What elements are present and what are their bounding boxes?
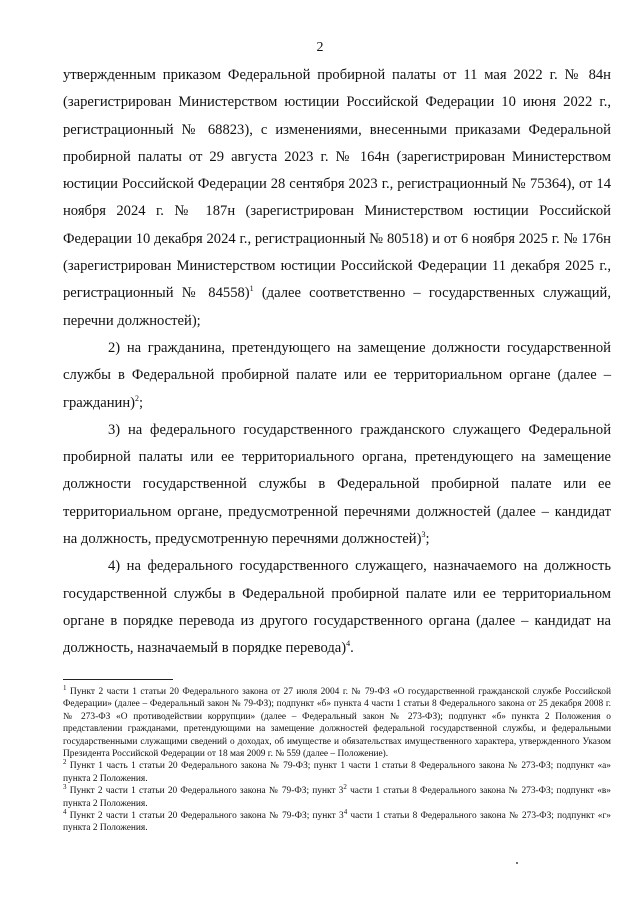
footnote-3-inner-mark: 2 <box>343 783 347 792</box>
paragraph-4 <box>63 553 611 662</box>
footnote-3-text-a: Пункт 2 части 1 статьи 20 Федерального закона № 79-ФЗ; пункт 3 <box>66 786 344 797</box>
footnote-2 <box>63 760 611 785</box>
paragraph-1-continuation <box>63 62 611 335</box>
footnote-3 <box>63 785 611 810</box>
paragraph-3-text-after: ; <box>425 531 430 548</box>
footnote-ref-4[interactable]: 4 <box>346 639 351 649</box>
footnote-1 <box>63 683 611 760</box>
footnote-3-mark: 3 <box>63 783 67 792</box>
paragraph-4-text: 4) на федерального государственного служащего, назначаемого на должность государственной службы в Федеральной пробирной палате или ее территориальном органе в порядке перевода из другого государственного органа (далее – кандидат на должность, назначаемый в порядке перевода) <box>63 558 611 657</box>
footnote-2-text: Пункт 1 часть 1 статьи 20 Федерального закона № 79-ФЗ; пункт 1 части 1 статьи 8 Федерального закона № 273-ФЗ; подпункт «а» пункта 2 Положения. <box>63 761 611 784</box>
paragraph-2 <box>63 335 611 417</box>
footnote-4-mark: 4 <box>63 807 67 816</box>
paragraph-3 <box>63 417 611 553</box>
footnote-ref-1[interactable]: 1 <box>249 284 254 294</box>
footnote-ref-2[interactable]: 2 <box>135 393 140 403</box>
paragraph-1-text-after: (далее соответственно – государственных служащий, перечни должностей); <box>63 285 611 329</box>
footnote-4-text-b: части 1 статьи 8 Федерального закона № 273-ФЗ; подпункт «г» пункта 2 Положения. <box>63 811 611 834</box>
footnote-4 <box>63 807 611 835</box>
paragraph-4-text-after: . <box>350 640 354 657</box>
paragraph-2-text: 2) на гражданина, претендующего на замещение должности государственной службы в Федеральной пробирной палате или ее территориальном органе (далее – гражданин) <box>63 339 611 411</box>
paragraph-3-text: 3) на федерального государственного гражданского служащего Федеральной пробирной палаты или ее территориального органа, претендующего на замещение должности государственной службы в Федеральной пробирной палате или ее территориальном органе, предусмотренной перечнями должностей (далее – кандидат на должность, предусмотренную перечнями должностей) <box>63 421 611 548</box>
paragraph-1-text: утвержденным приказом Федеральной пробирной палаты от 11 мая 2022 г. № 84н (зарегистрирован Министерством юстиции Российской Федерации 10 июня 2022 г., регистрационный № 68823), с изменениями, внесенными приказами Федеральной пробирной палаты от 29 августа 2023 г. № 164н (зарегистрирован Министерством юстиции Российской Федерации 28 сентября 2023 г., регистрационный № 75364), от 14 ноября 2024 г. № 187н (зарегистрирован Министерством юстиции Российской Федерации 10 декабря 2024 г., регистрационный № 80518) и от 6 ноября 2025 г. № 176н (зарегистрирован Министерством юстиции Российской Федерации 11 декабря 2025 г., регистрационный № 84558) <box>63 67 611 302</box>
paragraph-2-text-after: ; <box>139 394 144 411</box>
footnote-1-mark: 1 <box>63 683 67 692</box>
page-number: 2 <box>316 40 324 55</box>
footnote-4-inner-mark: 4 <box>343 807 348 816</box>
footnote-3-text-b: части 1 статьи 8 Федерального закона № 273-ФЗ; подпункт «в» пункта 2 Положения. <box>63 786 611 809</box>
footnote-4-text-a: Пункт 2 части 1 статьи 20 Федерального закона № 79-ФЗ; пункт 3 <box>66 811 344 822</box>
footnote-1-text: Пункт 2 части 1 статьи 20 Федерального закона от 27 июля 2004 г. № 79-ФЗ «О государственной гражданской службе Российской Федерации» (далее – Федеральный закон № 79-ФЗ); подпункт «б» пункта 4 части 1 статьи 8 Федерального закона от 25 декабря 2008 г. № 273-ФЗ «О противодействии коррупции» (далее – Федеральный закон № 273-ФЗ); подпункт «б» пункта 2 Положения о представлении гражданами, претендующими на замещение должностей федеральной государственной службы, и федеральными государственными служащими сведений о доходах, об имуществе и обязательствах имущественного характера, утвержденного Указом Президента Российской Федерации от 18 мая 2009 г. № 559 (далее – Положение). <box>63 687 611 760</box>
footnote-separator <box>63 679 173 680</box>
footnote-ref-3[interactable]: 3 <box>421 530 426 540</box>
scan-speck <box>516 862 518 864</box>
footnotes-section <box>63 683 611 835</box>
document-body <box>63 62 611 663</box>
footnote-2-mark: 2 <box>63 758 67 767</box>
